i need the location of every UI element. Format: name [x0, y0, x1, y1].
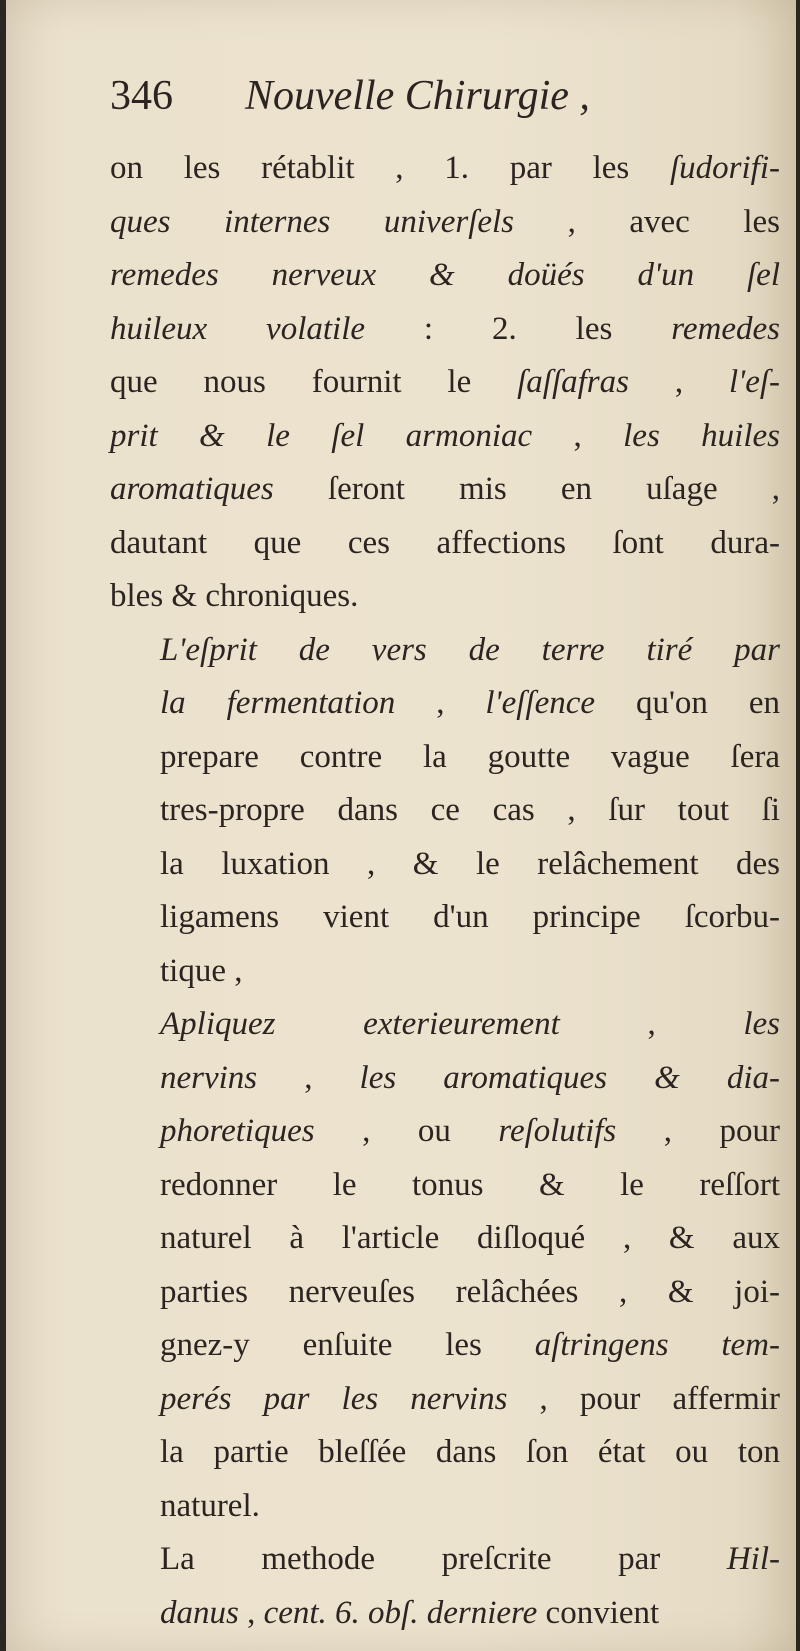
text-line [110, 998, 780, 1052]
text-line [110, 570, 780, 624]
page-content [110, 72, 780, 1640]
text-line [110, 731, 780, 785]
text-line [110, 249, 780, 303]
text-line [110, 1159, 780, 1213]
italic-text: les huiles [623, 417, 780, 454]
roman-text: la partie bleſſée dans ſon état ou ton [160, 1434, 780, 1470]
italic-text: nervins [160, 1059, 258, 1096]
text-line [110, 196, 780, 250]
paragraph [110, 998, 780, 1533]
book-page [6, 0, 796, 1651]
paragraph [110, 624, 780, 999]
text-line [110, 356, 780, 410]
text-line [110, 1426, 780, 1480]
roman-text: convient [537, 1594, 660, 1631]
roman-text: , [395, 685, 486, 721]
body-text [110, 142, 780, 1640]
italic-text: la fermentation [160, 685, 396, 721]
text-line [110, 624, 780, 678]
text-line [110, 1212, 780, 1266]
italic-text: Apliquez exterieurement [160, 1006, 560, 1042]
italic-text: phoretiques [160, 1113, 315, 1149]
roman-text: , [559, 1006, 744, 1042]
italic-text: l'eſ- [728, 364, 781, 400]
italic-text: les aromatiques & dia- [359, 1059, 781, 1096]
roman-text: , [532, 417, 624, 454]
text-line [110, 838, 780, 892]
italic-text: aromatiques [110, 471, 274, 507]
italic-text: les [743, 1006, 781, 1042]
italic-text: remedes [671, 310, 780, 347]
text-line [110, 945, 780, 999]
roman-text: redonner le tonus & le reſſort [160, 1166, 780, 1203]
italic-text: reſolutifs [498, 1113, 617, 1149]
italic-text: danus [160, 1594, 239, 1631]
roman-text: , pour [616, 1113, 781, 1149]
roman-text: La methode preſcrite par [160, 1541, 727, 1577]
italic-text: ques internes univerſels [110, 203, 515, 240]
text-line [110, 677, 780, 731]
text-line [110, 1480, 780, 1534]
roman-text: , [628, 364, 729, 400]
italic-text: Hil- [726, 1541, 780, 1577]
italic-text: prit & le ſel armoniac [110, 417, 533, 454]
text-line [110, 1587, 780, 1641]
roman-text: , pour affermir [507, 1380, 780, 1417]
text-line [110, 1052, 780, 1106]
italic-text: cent. 6. obſ. derniere [263, 1594, 538, 1631]
italic-text: ſaſſafras [517, 364, 629, 400]
roman-text: parties nerveuſes relâchées , & joi- [160, 1273, 780, 1310]
roman-text: , [238, 1594, 264, 1631]
roman-text: : 2. les [365, 310, 672, 347]
text-line [110, 410, 780, 464]
roman-text: que nous fournit le [110, 364, 518, 400]
text-line [110, 463, 780, 517]
text-line [110, 142, 780, 196]
italic-text: ſudorifi- [669, 150, 780, 186]
text-line [110, 1533, 780, 1587]
roman-text: naturel. [160, 1487, 260, 1524]
roman-text: gnez-y enſuite les [160, 1327, 535, 1363]
italic-text: aſtringens tem- [534, 1327, 780, 1363]
text-line [110, 1373, 780, 1427]
running-title: Nouvelle Chirurgie , [245, 73, 590, 119]
text-line [110, 1319, 780, 1373]
italic-text: l'eſſence [485, 685, 596, 721]
text-line [110, 303, 780, 357]
roman-text: prepare contre la goutte vague ſera [160, 738, 780, 775]
paragraph [110, 1533, 780, 1640]
roman-text: , [257, 1059, 360, 1096]
roman-text: qu'on en [595, 685, 780, 721]
roman-text: la luxation , & le relâchement des [160, 845, 780, 882]
italic-text: remedes nerveux & doüés d'un ſel [110, 257, 780, 293]
paragraph [110, 142, 780, 624]
text-line [110, 1105, 780, 1159]
roman-text: tres-propre dans ce cas , ſur tout ſi [160, 792, 780, 828]
italic-text: L'eſprit de vers de terre tiré par [160, 631, 780, 668]
page-number: 346 [110, 73, 173, 119]
roman-text: on les rétablit , 1. par les [110, 150, 670, 186]
roman-text: ſeront mis en uſage , [273, 471, 780, 507]
text-line [110, 517, 780, 571]
roman-text: , ou [314, 1113, 499, 1149]
roman-text: , avec les [514, 203, 781, 240]
roman-text: ligamens vient d'un principe ſcorbu- [160, 899, 780, 935]
roman-text: dautant que ces affections ſont dura- [110, 524, 780, 561]
italic-text: huileux volatile [110, 310, 366, 347]
text-line [110, 784, 780, 838]
italic-text: perés par les nervins [160, 1380, 508, 1417]
roman-text: tique , [160, 952, 243, 989]
roman-text: naturel à l'article diſloqué , & aux [160, 1220, 780, 1256]
roman-text: bles & chroniques. [110, 578, 359, 614]
page-header [110, 72, 780, 142]
text-line [110, 1266, 780, 1320]
text-line [110, 891, 780, 945]
